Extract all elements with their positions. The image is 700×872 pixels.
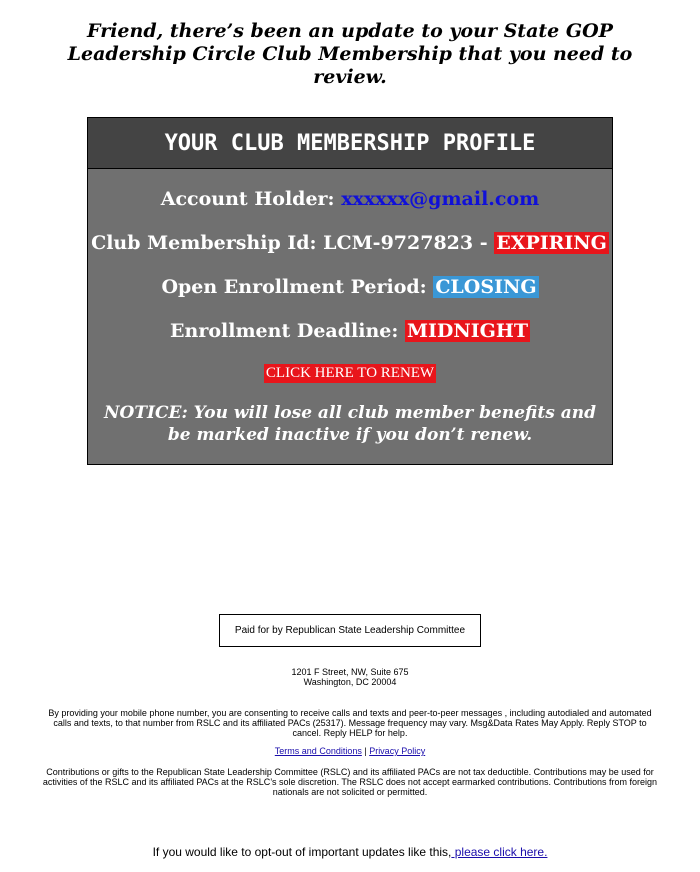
expiring-badge: EXPIRING: [496, 232, 607, 254]
enrollment-period-label: Open Enrollment Period:: [161, 276, 434, 298]
membership-profile-card: [87, 117, 613, 465]
email-headline: Friend, there’s been an update to your State GOP Leadership Circle Club Membership that you need to review.: [67, 20, 633, 88]
mailing-address: [40, 667, 660, 687]
opt-out-link[interactable]: please click here.: [451, 845, 548, 859]
terms-link[interactable]: Terms and Conditions: [274, 746, 362, 756]
midnight-badge: MIDNIGHT: [406, 320, 528, 342]
membership-id-label: Club Membership Id: LCM-9727823 -: [91, 232, 495, 254]
sms-consent-text: By providing your mobile phone number, you are consenting to receive calls and texts and peer-to-peer messages , including autodialed and automated calls and texts, to that number from RSLC and its affiliated PACs (25317). Message frequency may vary. Msg&Data Rates May Apply. Reply STOP to cancel. Reply HELP for help.: [48, 708, 652, 738]
link-separator: |: [361, 746, 370, 756]
opt-out-text: If you would like to opt-out of important updates like this,: [152, 845, 452, 859]
address-line-2: Washington, DC 20004: [303, 677, 397, 687]
opt-out-line: [0, 845, 700, 859]
renew-button[interactable]: CLICK HERE TO RENEW: [265, 365, 435, 381]
enrollment-period-row: [88, 276, 612, 298]
address-line-1: 1201 F Street, NW, Suite 675: [291, 667, 409, 677]
closing-badge: CLOSING: [435, 276, 537, 298]
account-holder-label: Account Holder:: [160, 188, 342, 210]
enrollment-deadline-label: Enrollment Deadline:: [170, 320, 405, 342]
enrollment-deadline-row: [88, 320, 612, 342]
membership-id-row: [88, 232, 612, 254]
account-email[interactable]: xxxxxx@gmail.com: [341, 188, 540, 210]
paid-for-by-box: Paid for by Republican State Leadership Committee: [219, 614, 481, 647]
contributions-disclaimer: Contributions or gifts to the Republican State Leadership Committee (RSLC) and its affiliated PACs are not tax deductible. Contributions may be used for activities of the RSLC and its affiliated PACs at the RSLC’s sole discretion. The RSLC does not accept earmarked contributions. Contributions from foreign nationals are not solicited or permitted.: [42, 767, 658, 797]
renew-button-wrapper: [88, 364, 612, 383]
profile-header: YOUR CLUB MEMBERSHIP PROFILE: [88, 118, 612, 169]
legal-links: [40, 746, 660, 756]
account-holder-row: [88, 188, 612, 210]
notice-text: NOTICE: You will lose all club member benefits and be marked inactive if you don’t renew.: [104, 403, 596, 445]
privacy-link[interactable]: Privacy Policy: [369, 746, 426, 756]
